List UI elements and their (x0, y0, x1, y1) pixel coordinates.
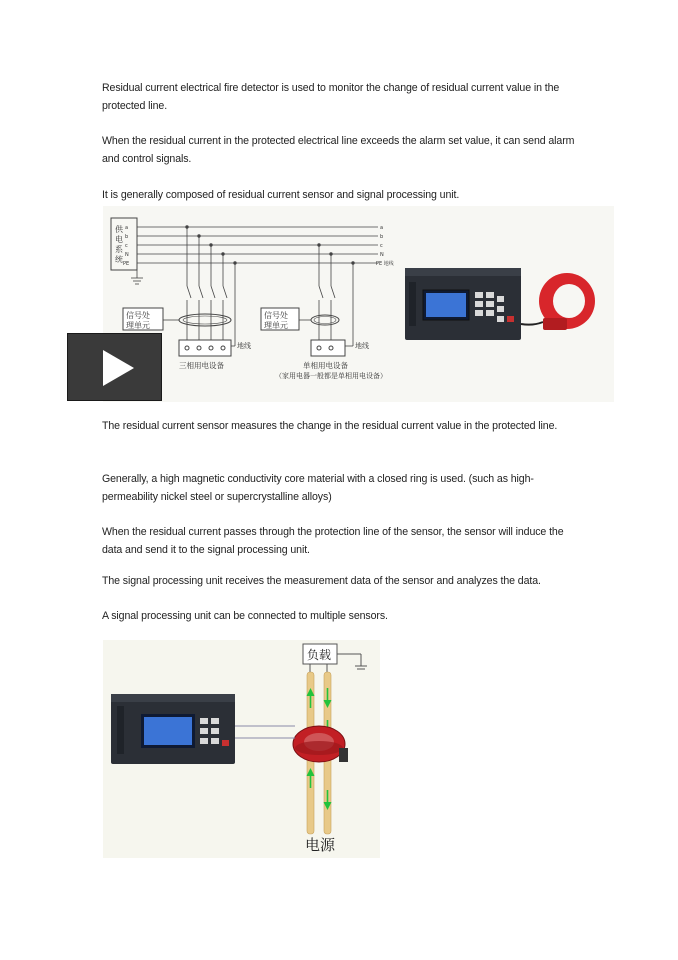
paragraph-sensor: The residual current sensor measures the change in the residual current value in the protected line. (102, 420, 558, 432)
paragraph-core-material: Generally, a high magnetic conductivity core material with a closed ring is used. (such as high-permeability nickel steel or supercrystalline alloys) (102, 473, 534, 503)
detector-device (111, 694, 235, 764)
phase-label: N (380, 252, 384, 258)
pe-label: PE 地线 (376, 261, 394, 267)
phase-label: PE (123, 261, 130, 267)
spu-label-line1: 信号处 (126, 311, 150, 320)
supply-label-char: 电 (115, 235, 123, 244)
paragraph-induction: When the residual current passes through the protection line of the sensor, the sensor will induce the data and send it to the signal processing unit. (102, 526, 564, 556)
wiring-diagram-figure (103, 206, 614, 402)
phase-label: b (125, 234, 129, 240)
spu-label-line1: 信号处 (264, 311, 288, 320)
phase-label: c (380, 243, 383, 249)
load-label: 负载 (307, 648, 332, 662)
paragraph-intro: Residual current electrical fire detector is used to monitor the change of residual current value in the protected line. (102, 82, 560, 112)
source-label: 电源 (305, 836, 336, 854)
ground-label-3ph: 地线 (237, 342, 251, 350)
phase-label: c (125, 243, 128, 249)
sensor-illustration-figure (103, 640, 380, 858)
supply-label-char: 统 (115, 255, 123, 264)
spu-label-line2: 理单元 (126, 321, 150, 330)
spu-label-line2: 理单元 (264, 321, 288, 330)
paragraph-multi-sensor: A signal processing unit can be connected to multiple sensors. (102, 610, 388, 622)
play-icon (68, 334, 163, 402)
supply-label-char: 系 (115, 245, 123, 254)
ground-icon (355, 666, 367, 669)
detector-device (405, 268, 521, 340)
supply-label-char: 供 (115, 225, 123, 234)
single-phase-label: 单相用电设备 (303, 361, 348, 370)
phase-label: N (125, 252, 129, 258)
phase-label: b (380, 234, 384, 240)
paragraph-alarm: When the residual current in the protected electrical line exceeds the alarm set value, it can send alarm and control signals. (102, 135, 575, 165)
single-phase-note: （家用电器一般都是单相用电设备） (275, 372, 387, 380)
ground-label-1ph: 地线 (355, 342, 369, 350)
paragraph-processing: The signal processing unit receives the measurement data of the sensor and analyzes the data. (102, 575, 541, 587)
phase-label: a (125, 225, 129, 231)
phase-label: a (380, 225, 384, 231)
paragraph-composition: It is generally composed of residual current sensor and signal processing unit. (102, 189, 460, 201)
play-button[interactable] (67, 333, 162, 401)
three-phase-label: 三相用电设备 (179, 361, 224, 370)
